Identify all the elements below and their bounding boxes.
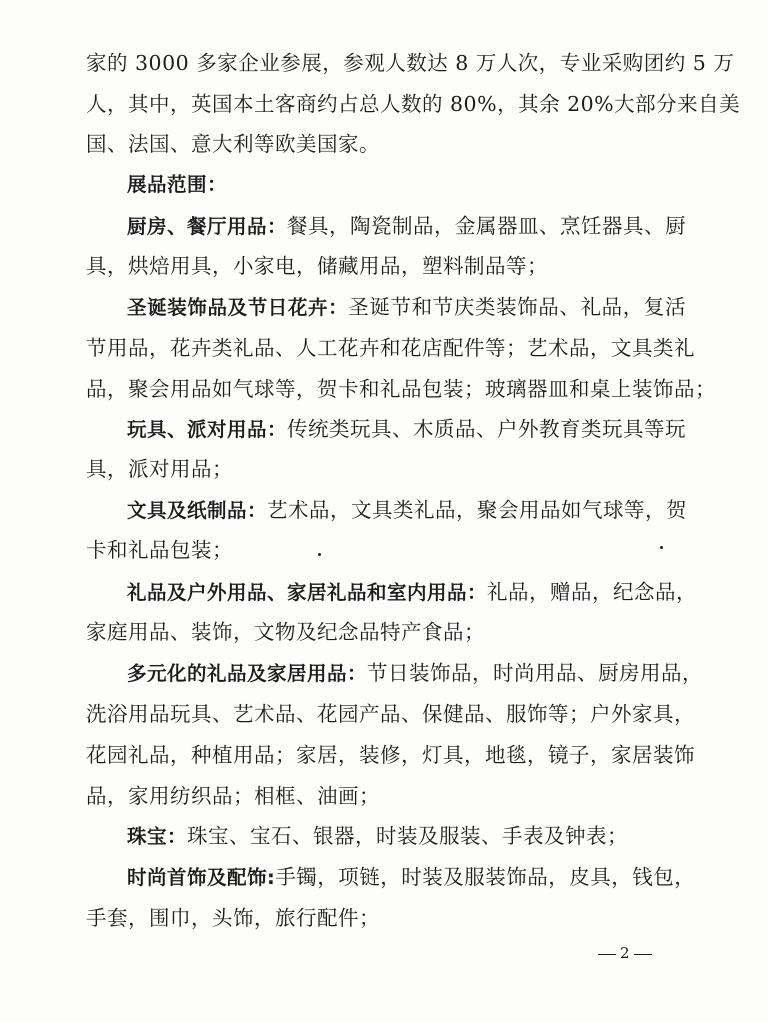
section-first-line bbox=[127, 823, 686, 850]
intro-line: 人，其中，英国本土客商约占总人数的 80%，其余 20%大部分来自美 bbox=[86, 92, 741, 116]
section-text: 艺术品，文具类礼品，聚会用品如气球等，贺 bbox=[267, 498, 688, 522]
section-text: 礼品，赠品，纪念品， bbox=[487, 580, 698, 604]
section-line: 花园礼品，种植用品；家居，装修，灯具，地毯，镜子，家居装饰 bbox=[86, 743, 695, 767]
intro-line: 家的 3000 多家企业参展，参观人数达 8 万人次，专业采购团约 5 万 bbox=[86, 51, 735, 75]
section-heading: 圣诞装饰品及节日花卉： bbox=[127, 296, 349, 319]
section-text: 珠宝、宝石、银器，时装及服装、手表及钟表； bbox=[187, 824, 629, 848]
scan-speck bbox=[660, 546, 663, 549]
section-first-line bbox=[127, 497, 686, 524]
section-heading: 文具及纸制品： bbox=[127, 499, 268, 522]
section-line: 品，聚会用品如气球等，贺卡和礼品包装；玻璃器皿和桌上装饰品； bbox=[86, 377, 716, 401]
section-heading: 玩具、派对用品： bbox=[127, 418, 288, 441]
section-line: 卡和礼品包装； bbox=[86, 538, 233, 562]
section-first-line bbox=[127, 294, 686, 321]
section-heading: 时尚首饰及配饰: bbox=[127, 866, 276, 889]
section-heading: 厨房、餐厅用品： bbox=[127, 215, 288, 238]
page-number-dash bbox=[634, 954, 652, 955]
section-line: 节用品，花卉类礼品、人工花卉和花店配件等；艺术品，文具类礼 bbox=[86, 336, 695, 360]
section-heading: 多元化的礼品及家居用品： bbox=[127, 662, 368, 685]
section-line: 具，派对用品； bbox=[86, 457, 233, 481]
section-heading: 礼品及户外用品、家居礼品和室内用品： bbox=[127, 581, 488, 604]
section-text: 餐具，陶瓷制品，金属器皿、烹饪器具、厨 bbox=[287, 214, 687, 238]
section-first-line bbox=[127, 579, 698, 606]
section-text: 节日装饰品，时尚用品、厨房用品， bbox=[367, 661, 704, 685]
section-line: 手套，围巾，头饰，旅行配件； bbox=[86, 906, 380, 930]
scan-speck bbox=[318, 553, 321, 556]
section-line: 家庭用品、装饰，文物及纪念品特产食品； bbox=[86, 620, 485, 644]
section-line: 洗浴用品玩具、艺术品、花园产品、保健品、服饰等；户外家具， bbox=[86, 702, 695, 726]
page-number bbox=[594, 943, 656, 963]
page-number-dash bbox=[598, 954, 616, 955]
section-text: 传统类玩具、木质品、户外教育类玩具等玩 bbox=[287, 417, 687, 441]
section-line: 品，家用纺织品；相框、油画； bbox=[86, 784, 380, 808]
section-first-line bbox=[127, 660, 704, 687]
section-first-line bbox=[127, 416, 686, 443]
section-text: 手镯，项链，时装及服装饰品，皮具，钱包， bbox=[275, 865, 696, 889]
page-number-value: 2 bbox=[620, 944, 630, 962]
section-line: 具，烘焙用具，小家电，储藏用品，塑料制品等； bbox=[86, 254, 548, 278]
section-text: 圣诞节和节庆类装饰品、礼品，复活 bbox=[348, 295, 686, 319]
scope-heading: 展品范围： bbox=[127, 173, 228, 196]
section-heading: 珠宝： bbox=[127, 825, 188, 848]
intro-line: 国、法国、意大利等欧美国家。 bbox=[86, 132, 380, 156]
section-first-line bbox=[127, 213, 686, 240]
section-first-line bbox=[127, 864, 696, 891]
